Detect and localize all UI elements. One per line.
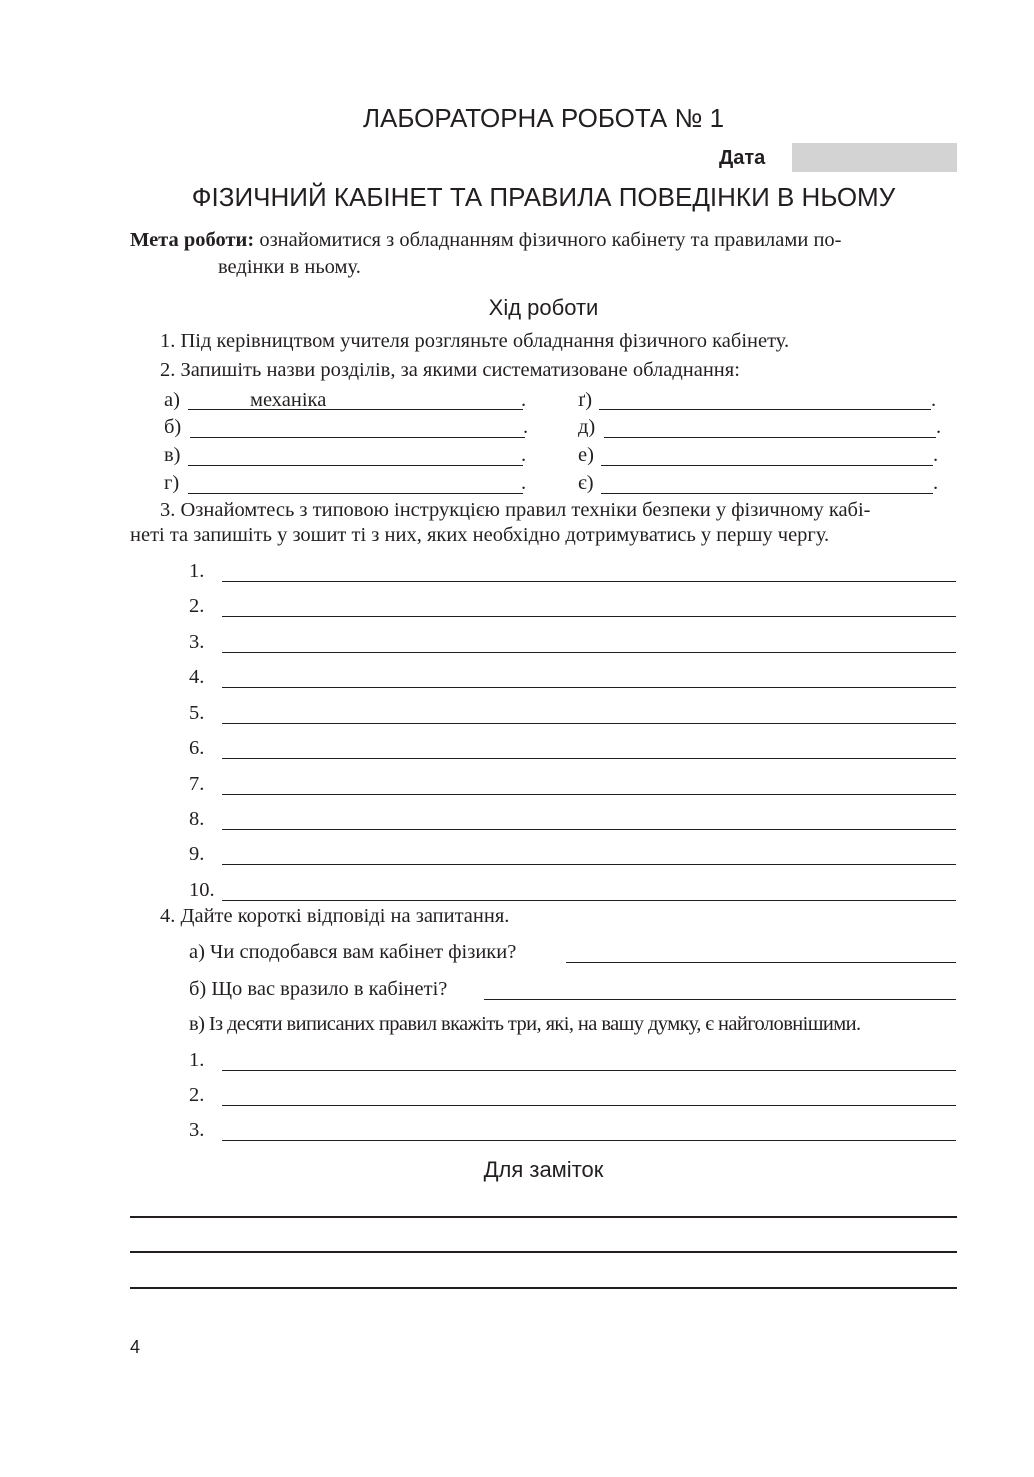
rule-number: 1. (189, 560, 205, 582)
section-answer-line[interactable] (188, 386, 523, 410)
question-a-answer-line[interactable] (566, 939, 956, 963)
rule-answer-line[interactable] (222, 700, 956, 724)
rule-number: 10. (189, 879, 215, 901)
notes-line[interactable] (130, 1216, 957, 1218)
rule-number: 9. (189, 843, 205, 865)
top-rule-answer-line[interactable] (222, 1082, 956, 1106)
rule-answer-line[interactable] (222, 558, 956, 582)
goal-line-1 (130, 227, 842, 253)
section-letter: є) (578, 472, 594, 494)
section-letter: б) (164, 416, 182, 438)
section-answer-line[interactable] (599, 386, 931, 410)
section-period: . (521, 444, 527, 466)
step-2: 2. Запишіть назви розділів, за якими систематизоване обладнання: (160, 359, 740, 381)
rule-answer-line[interactable] (222, 877, 956, 901)
section-answer-line[interactable] (190, 414, 525, 438)
section-answer-line[interactable] (601, 442, 933, 466)
rule-number: 7. (189, 773, 205, 795)
section-period: . (521, 389, 527, 411)
rule-answer-line[interactable] (222, 593, 956, 617)
section-letter: е) (578, 444, 594, 466)
rule-number: 2. (189, 595, 205, 617)
rule-answer-line[interactable] (222, 806, 956, 830)
top-rule-number: 1. (189, 1049, 205, 1071)
rule-answer-line[interactable] (222, 841, 956, 865)
step-4: 4. Дайте короткі відповіді на запитання. (160, 905, 510, 927)
rule-number: 4. (189, 666, 205, 688)
top-rule-answer-line[interactable] (222, 1117, 956, 1141)
section-period: . (931, 389, 937, 411)
topic-title: ФІЗИЧНИЙ КАБІНЕТ ТА ПРАВИЛА ПОВЕДІНКИ В НЬОМУ (191, 182, 896, 212)
question-a: а) Чи сподобався вам кабінет фізики? (189, 941, 517, 963)
rule-answer-line[interactable] (222, 664, 956, 688)
question-c: в) Із десяти виписаних правил вкажіть три, які, на вашу думку, є найголовнішими. (189, 1013, 861, 1035)
section-answer-line[interactable] (601, 470, 933, 494)
section-period: . (523, 416, 529, 438)
top-rule-answer-line[interactable] (222, 1047, 956, 1071)
section-answer-line[interactable] (188, 470, 523, 494)
notes-line[interactable] (130, 1251, 957, 1253)
section-answer-value: механіка (250, 389, 327, 411)
step-3-line-1: 3. Ознайомтесь з типовою інструкцією правил техніки безпеки у фізичному кабі- (160, 499, 871, 521)
date-label: Дата (719, 147, 766, 169)
notes-line[interactable] (130, 1287, 957, 1289)
section-period: . (933, 472, 939, 494)
rule-number: 6. (189, 737, 205, 759)
section-letter: ґ) (578, 389, 593, 411)
top-rule-number: 2. (189, 1084, 205, 1106)
section-answer-line[interactable] (188, 442, 523, 466)
goal-label: Мета роботи: (130, 229, 255, 251)
section-period: . (936, 416, 942, 438)
rule-answer-line[interactable] (222, 629, 956, 653)
section-letter: г) (164, 472, 180, 494)
page-number: 4 (130, 1337, 141, 1357)
rule-number: 5. (189, 702, 205, 724)
rule-answer-line[interactable] (222, 771, 956, 795)
section-letter: д) (578, 416, 596, 438)
notes-heading: Для заміток (483, 1157, 604, 1182)
question-b-answer-line[interactable] (484, 976, 956, 1000)
section-period: . (521, 472, 527, 494)
rule-number: 8. (189, 808, 205, 830)
section-answer-line[interactable] (604, 414, 936, 438)
top-rule-number: 3. (189, 1119, 205, 1141)
lab-title: ЛАБОРАТОРНА РОБОТА № 1 (362, 103, 725, 133)
goal-text-1: ознайомитися з обладнанням фізичного кабінету та правилами по- (259, 229, 842, 251)
procedure-heading: Хід роботи (488, 295, 599, 320)
step-1: 1. Під керівництвом учителя розгляньте обладнання фізичного кабінету. (160, 330, 790, 352)
rule-number: 3. (189, 631, 205, 653)
goal-line-2: ведінки в ньому. (218, 256, 361, 278)
step-3-line-2: неті та запишіть у зошит ті з них, яких необхідно дотримуватись у першу чергу. (130, 524, 830, 546)
date-field[interactable] (792, 143, 957, 172)
section-period: . (933, 444, 939, 466)
section-letter: в) (164, 444, 181, 466)
rule-answer-line[interactable] (222, 735, 956, 759)
question-b: б) Що вас вразило в кабінеті? (189, 978, 448, 1000)
section-letter: а) (164, 389, 180, 411)
